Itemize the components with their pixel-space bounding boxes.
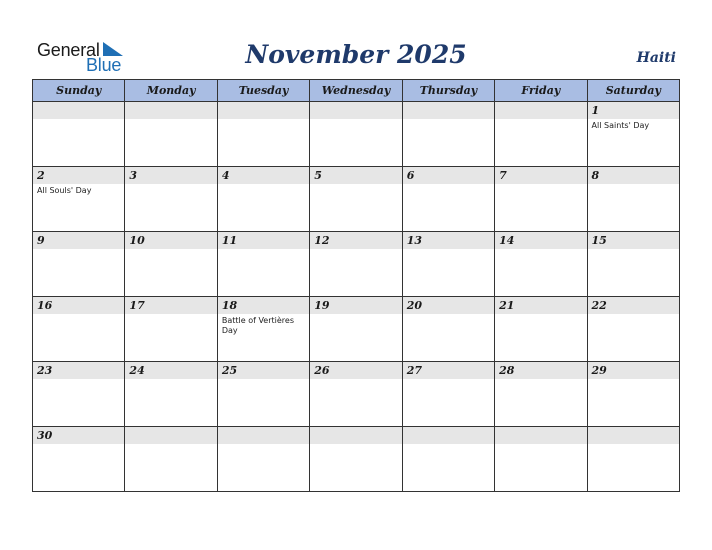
holiday-label bbox=[125, 184, 216, 186]
week-row bbox=[33, 362, 680, 427]
holiday-label bbox=[403, 119, 494, 121]
weekday-header-row bbox=[33, 80, 680, 102]
day-number-band bbox=[495, 232, 586, 249]
day-cell bbox=[125, 232, 217, 297]
holiday-label bbox=[310, 249, 401, 251]
holiday-label: All Souls' Day bbox=[37, 186, 92, 195]
day-number: 2 bbox=[37, 169, 45, 182]
holiday-label bbox=[33, 119, 124, 121]
day-number-band bbox=[588, 362, 679, 379]
day-cell bbox=[495, 362, 587, 427]
holiday-label bbox=[33, 249, 124, 251]
day-cell bbox=[402, 167, 494, 232]
day-number-band bbox=[588, 297, 679, 314]
day-number-band bbox=[495, 362, 586, 379]
day-cell bbox=[125, 102, 217, 167]
day-number: 19 bbox=[314, 299, 330, 312]
holiday-label bbox=[403, 184, 494, 186]
day-number: 17 bbox=[129, 299, 145, 312]
weekday-header: Friday bbox=[495, 80, 587, 102]
day-cell bbox=[310, 232, 402, 297]
holiday-label bbox=[33, 314, 124, 316]
week-row bbox=[33, 102, 680, 167]
holiday-label bbox=[588, 249, 679, 251]
holiday-label bbox=[218, 249, 309, 251]
day-number-band bbox=[403, 297, 494, 314]
day-number: 23 bbox=[37, 364, 53, 377]
holiday-label bbox=[310, 314, 401, 316]
day-cell bbox=[402, 102, 494, 167]
day-cell bbox=[217, 297, 309, 362]
day-cell bbox=[495, 297, 587, 362]
day-number-band bbox=[403, 427, 494, 444]
day-number-band bbox=[310, 427, 401, 444]
day-number-band bbox=[218, 297, 309, 314]
day-number-band bbox=[33, 167, 124, 184]
day-number-band bbox=[403, 102, 494, 119]
day-number-band bbox=[33, 297, 124, 314]
day-cell bbox=[402, 297, 494, 362]
day-cell bbox=[310, 427, 402, 492]
holiday-label bbox=[588, 444, 679, 446]
day-cell bbox=[217, 232, 309, 297]
day-number-band bbox=[495, 427, 586, 444]
day-number-band bbox=[125, 232, 216, 249]
day-number-band bbox=[495, 102, 586, 119]
week-row bbox=[33, 232, 680, 297]
holiday-label bbox=[125, 444, 216, 446]
holiday-label bbox=[588, 314, 679, 316]
weekday-header: Saturday bbox=[587, 80, 679, 102]
day-number: 16 bbox=[37, 299, 53, 312]
day-number: 9 bbox=[37, 234, 45, 247]
day-number-band bbox=[310, 232, 401, 249]
day-cell bbox=[125, 297, 217, 362]
day-cell bbox=[402, 362, 494, 427]
month-calendar bbox=[32, 79, 680, 492]
day-number: 20 bbox=[406, 299, 422, 312]
day-cell bbox=[402, 232, 494, 297]
day-number: 25 bbox=[221, 364, 238, 377]
day-number: 11 bbox=[221, 234, 238, 247]
day-cell bbox=[33, 362, 125, 427]
day-number: 1 bbox=[591, 104, 600, 117]
holiday-label bbox=[495, 379, 586, 381]
day-number-band bbox=[218, 232, 309, 249]
day-number: 12 bbox=[314, 234, 330, 247]
day-cell bbox=[310, 362, 402, 427]
day-number: 3 bbox=[129, 169, 138, 182]
holiday-label bbox=[588, 184, 679, 186]
holiday-label bbox=[218, 119, 309, 121]
holiday-label bbox=[33, 379, 124, 381]
day-cell bbox=[587, 167, 679, 232]
holiday-label bbox=[310, 119, 401, 121]
logo-general-text: General bbox=[37, 40, 100, 60]
day-number-band bbox=[218, 427, 309, 444]
day-number-band bbox=[125, 297, 216, 314]
day-number-band bbox=[310, 297, 401, 314]
day-number-band bbox=[125, 102, 216, 119]
logo-blue-text: Blue bbox=[86, 55, 122, 75]
day-cell bbox=[587, 297, 679, 362]
day-cell bbox=[587, 427, 679, 492]
day-number: 29 bbox=[591, 364, 607, 377]
holiday-label bbox=[403, 249, 494, 251]
week-row bbox=[33, 297, 680, 362]
weekday-header: Tuesday bbox=[217, 80, 309, 102]
day-cell bbox=[310, 167, 402, 232]
day-number: 22 bbox=[591, 299, 607, 312]
week-row bbox=[33, 427, 680, 492]
day-cell bbox=[125, 427, 217, 492]
holiday-label bbox=[218, 444, 309, 446]
day-number: 18 bbox=[221, 299, 238, 312]
holiday-label bbox=[495, 119, 586, 121]
day-cell bbox=[217, 167, 309, 232]
day-cell bbox=[495, 427, 587, 492]
weekday-header: Monday bbox=[125, 80, 217, 102]
day-number-band bbox=[495, 167, 586, 184]
holiday-label bbox=[495, 444, 586, 446]
day-number: 28 bbox=[499, 364, 515, 377]
day-cell bbox=[587, 362, 679, 427]
holiday-label: All Saints' Day bbox=[591, 121, 650, 130]
day-cell bbox=[310, 102, 402, 167]
day-cell bbox=[33, 427, 125, 492]
holiday-label bbox=[403, 314, 494, 316]
day-number-band bbox=[33, 362, 124, 379]
holiday-label bbox=[495, 249, 586, 251]
day-number-band bbox=[588, 102, 679, 119]
holiday-label bbox=[33, 444, 124, 446]
day-number-band bbox=[218, 167, 309, 184]
day-cell bbox=[33, 297, 125, 362]
day-number: 26 bbox=[314, 364, 330, 377]
weekday-header: Sunday bbox=[33, 80, 125, 102]
holiday-label bbox=[403, 444, 494, 446]
holiday-label bbox=[310, 444, 401, 446]
day-cell bbox=[33, 167, 125, 232]
day-number: 24 bbox=[129, 364, 145, 377]
day-number: 10 bbox=[129, 234, 145, 247]
day-number: 6 bbox=[406, 169, 415, 182]
day-cell bbox=[33, 232, 125, 297]
holiday-label bbox=[403, 379, 494, 381]
day-cell bbox=[125, 167, 217, 232]
day-cell bbox=[495, 232, 587, 297]
holiday-label bbox=[125, 249, 216, 251]
day-cell bbox=[495, 102, 587, 167]
week-row bbox=[33, 167, 680, 232]
day-number: 4 bbox=[221, 169, 230, 182]
day-number-band bbox=[588, 232, 679, 249]
day-cell bbox=[402, 427, 494, 492]
day-number-band bbox=[125, 362, 216, 379]
day-number: 8 bbox=[591, 169, 600, 182]
holiday-label bbox=[125, 379, 216, 381]
day-number-band bbox=[125, 167, 216, 184]
day-cell bbox=[217, 427, 309, 492]
day-number-band bbox=[588, 167, 679, 184]
holiday-label bbox=[218, 184, 309, 186]
day-number: 30 bbox=[37, 429, 53, 442]
day-cell bbox=[125, 362, 217, 427]
holiday-label bbox=[495, 314, 586, 316]
day-cell bbox=[217, 102, 309, 167]
holiday-label bbox=[125, 314, 216, 316]
day-cell bbox=[310, 297, 402, 362]
day-number-band bbox=[310, 167, 401, 184]
day-number-band bbox=[33, 427, 124, 444]
holiday-label bbox=[218, 379, 309, 381]
day-cell bbox=[495, 167, 587, 232]
day-cell bbox=[217, 362, 309, 427]
day-number-band bbox=[310, 362, 401, 379]
day-number-band bbox=[403, 232, 494, 249]
day-number-band bbox=[403, 167, 494, 184]
day-number-band bbox=[403, 362, 494, 379]
holiday-label bbox=[310, 184, 401, 186]
holiday-label bbox=[495, 184, 586, 186]
day-number: 7 bbox=[499, 169, 507, 182]
day-number: 15 bbox=[591, 234, 607, 247]
day-number-band bbox=[125, 427, 216, 444]
day-number-band bbox=[310, 102, 401, 119]
holiday-label bbox=[125, 119, 216, 121]
day-number-band bbox=[588, 427, 679, 444]
day-number-band bbox=[218, 362, 309, 379]
weekday-header: Thursday bbox=[402, 80, 494, 102]
holiday-label bbox=[588, 379, 679, 381]
day-cell bbox=[587, 232, 679, 297]
page-title: November 2025 bbox=[245, 40, 467, 69]
day-number-band bbox=[218, 102, 309, 119]
day-number-band bbox=[33, 102, 124, 119]
day-cell bbox=[587, 102, 679, 167]
day-number: 5 bbox=[314, 169, 322, 182]
day-number-band bbox=[495, 297, 586, 314]
weekday-header: Wednesday bbox=[310, 80, 402, 102]
day-cell bbox=[33, 102, 125, 167]
day-number-band bbox=[33, 232, 124, 249]
country-label: Haiti bbox=[636, 50, 676, 66]
day-number: 21 bbox=[499, 299, 515, 312]
holiday-label bbox=[310, 379, 401, 381]
day-number: 27 bbox=[406, 364, 422, 377]
day-number: 14 bbox=[499, 234, 515, 247]
holiday-label: Battle of Vertières Day bbox=[221, 316, 294, 335]
day-number: 13 bbox=[406, 234, 422, 247]
